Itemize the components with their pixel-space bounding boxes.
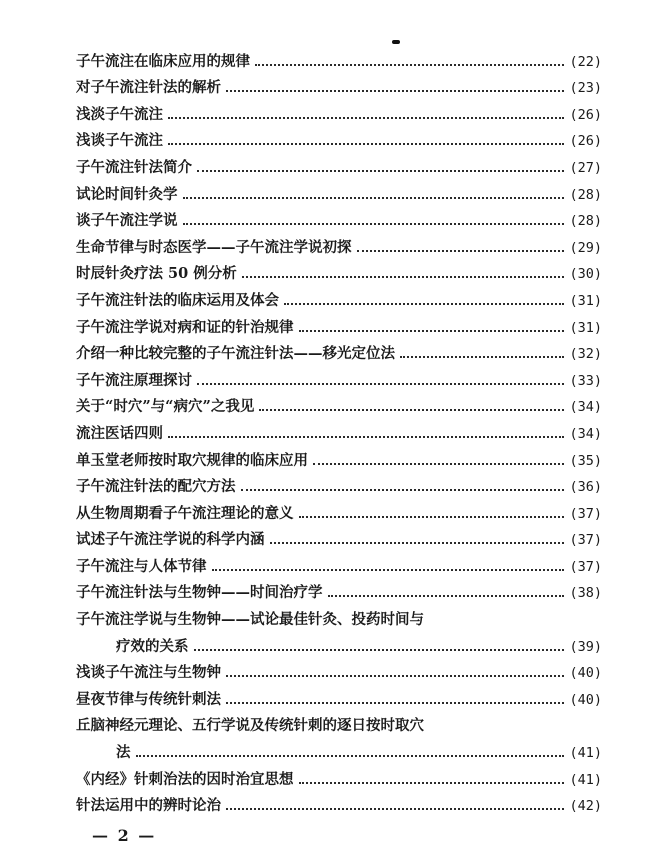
dot-leader: [194, 649, 565, 651]
toc-entry-page: (26): [569, 133, 602, 150]
toc-entry: [76, 576, 602, 603]
toc-entry-page: (29): [569, 239, 602, 256]
toc-entry-page: (32): [569, 346, 602, 363]
toc-entry: [76, 789, 602, 816]
toc-entry-title: 浅淡子午流注: [76, 105, 163, 123]
toc-entry: [76, 762, 602, 789]
dot-leader: [136, 755, 565, 757]
toc-entry-page: (33): [569, 372, 602, 389]
dot-leader: [183, 197, 565, 199]
toc-entry-title: 子午流注针法与生物钟——时间治疗学: [76, 584, 323, 602]
toc-entry-title: 浅谈子午流注与生物钟: [76, 664, 221, 682]
toc-entry-page: (41): [569, 771, 602, 788]
toc-entry-title: 法: [116, 744, 131, 762]
dot-leader: [241, 489, 565, 491]
dot-leader: [400, 356, 564, 358]
toc-entry-page: (37): [569, 532, 602, 549]
toc-entry: [76, 390, 602, 417]
toc-entry-title: 《内经》针刺治法的因时治宜思想: [76, 770, 294, 788]
dot-leader: [284, 303, 564, 305]
toc-entry-page: (38): [569, 585, 602, 602]
toc-entry: [76, 549, 602, 576]
toc-entry-page: (37): [569, 558, 602, 575]
toc-entry: [76, 204, 602, 231]
toc-entry: [76, 602, 602, 629]
toc-entry: [76, 470, 602, 497]
toc-entry-title: 从生物周期看子午流注理论的意义: [76, 504, 294, 522]
toc-entry-page: (42): [569, 798, 602, 815]
toc-entry: [76, 496, 602, 523]
toc-entry-page: (40): [569, 691, 602, 708]
dot-leader: [168, 117, 564, 119]
dot-leader: [357, 250, 565, 252]
dot-leader: [299, 516, 565, 518]
dot-leader: [197, 170, 564, 172]
dot-leader: [255, 64, 564, 66]
toc-entry-title: 试论时间针灸学: [76, 185, 178, 203]
dot-leader: [168, 436, 564, 438]
dot-leader: [270, 542, 565, 544]
dot-leader: [197, 383, 564, 385]
toc-entry-page: (34): [569, 399, 602, 416]
dot-leader: [226, 675, 564, 677]
dot-leader: [259, 409, 564, 411]
toc-entry-title: 针法运用中的辨时论治: [76, 797, 221, 815]
toc-entry-title: 关于“时穴”与“病穴”之我见: [76, 398, 255, 416]
toc-entry: [76, 682, 602, 709]
toc-entry-title: 疗效的关系: [116, 637, 189, 655]
toc-entry-page: (22): [569, 53, 602, 70]
page-number: — 2 —: [92, 826, 157, 845]
toc-entry: [76, 230, 602, 257]
dot-leader: [183, 223, 565, 225]
toc-entry-title: 试述子午流注学说的科学内涵: [76, 531, 265, 549]
toc-entry-page: (26): [569, 106, 602, 123]
toc-entry: [76, 310, 602, 337]
toc-entry: [76, 97, 602, 124]
dot-leader: [226, 90, 564, 92]
toc-entry-page: (28): [569, 213, 602, 230]
toc-entry-title: 单玉堂老师按时取穴规律的临床应用: [76, 451, 308, 469]
toc-entry-page: (40): [569, 665, 602, 682]
toc-entry-page: (34): [569, 425, 602, 442]
toc-entry: [76, 124, 602, 151]
toc-entry-page: (35): [569, 452, 602, 469]
toc-entry-page: (41): [569, 745, 602, 762]
toc-entry-title: 浅谈子午流注: [76, 132, 163, 150]
toc-entry-title: 流注医话四则: [76, 424, 163, 442]
toc-entry: [76, 416, 602, 443]
toc-entry-page: (28): [569, 186, 602, 203]
toc-entry-title: 谈子午流注学说: [76, 212, 178, 230]
toc-entry-page: (30): [569, 266, 602, 283]
toc-entry-title: 子午流注针法的配穴方法: [76, 478, 236, 496]
toc-entry-title: 子午流注在临床应用的规律: [76, 52, 250, 70]
toc-entry-title: 子午流注针法的临床运用及体会: [76, 291, 279, 309]
toc-entry-title: 子午流注学说与生物钟——试论最佳针灸、投药时间与: [76, 611, 424, 629]
toc-entry-title: 介绍一种比较完整的子午流注针法——移光定位法: [76, 345, 395, 363]
toc-entry-page: (23): [569, 80, 602, 97]
dot-leader: [168, 143, 564, 145]
toc-entry: [76, 656, 602, 683]
toc-entry-title: 昼夜节律与传统针刺法: [76, 690, 221, 708]
toc-entry-page: (27): [569, 159, 602, 176]
toc-entry: [76, 283, 602, 310]
dot-leader: [226, 808, 564, 810]
toc-entry: [76, 337, 602, 364]
toc-entry-page: (37): [569, 505, 602, 522]
toc-entry: [76, 257, 602, 284]
toc-entry: [76, 709, 602, 736]
toc-entry: [76, 150, 602, 177]
dot-leader: [242, 276, 565, 278]
toc-entry-page: (31): [569, 292, 602, 309]
toc-entry-title: 丘脑神经元理论、五行学说及传统针刺的逐日按时取穴: [76, 717, 424, 735]
toc-entry-title: 生命节律与时态医学——子午流注学说初探: [76, 238, 352, 256]
dot-leader: [226, 702, 564, 704]
dot-leader: [313, 463, 564, 465]
toc-entry-title: 时辰针灸疗法 50 例分析: [76, 265, 237, 283]
toc-entry: [76, 523, 602, 550]
toc-entry-title: 子午流注针法简介: [76, 158, 192, 176]
toc-entry-page: (31): [569, 319, 602, 336]
dot-leader: [299, 782, 565, 784]
table-of-contents: [76, 44, 602, 815]
toc-entry-title: 子午流注与人体节律: [76, 557, 207, 575]
toc-entry: [76, 177, 602, 204]
dot-leader: [299, 330, 565, 332]
toc-entry-page: (39): [569, 638, 602, 655]
dot-leader: [212, 569, 565, 571]
dot-leader: [328, 595, 565, 597]
toc-entry-title: 子午流注原理探讨: [76, 371, 192, 389]
toc-entry: [76, 443, 602, 470]
toc-entry-page: (36): [569, 479, 602, 496]
toc-entry: [76, 629, 602, 656]
toc-entry: [76, 44, 602, 71]
toc-entry-title: 对子午流注针法的解析: [76, 79, 221, 97]
toc-entry-title: 子午流注学说对病和证的针治规律: [76, 318, 294, 336]
toc-entry: [76, 735, 602, 762]
toc-entry: [76, 363, 602, 390]
toc-entry: [76, 71, 602, 98]
